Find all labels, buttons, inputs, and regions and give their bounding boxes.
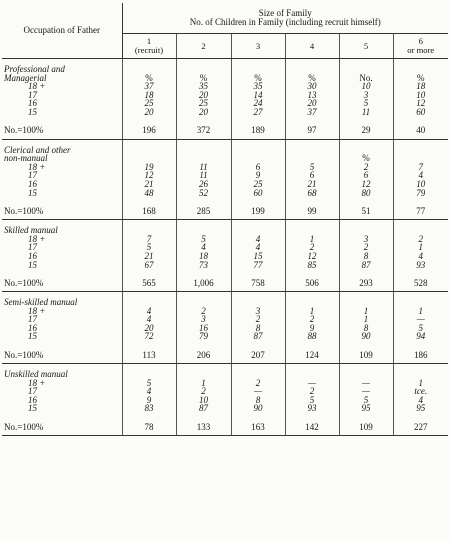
data-cell — [285, 364, 339, 419]
percent-value: 90 — [253, 403, 263, 414]
percent-value: 35 — [253, 81, 263, 92]
data-cell — [176, 292, 231, 347]
percent-value: 16 — [199, 322, 208, 333]
occupation-title: Semi-skilled manual — [4, 297, 78, 308]
percent-value: — — [361, 386, 370, 397]
percent-value: 18 — [199, 250, 208, 261]
age-row-label: 16 — [28, 394, 37, 405]
percent-value: 5 — [309, 394, 315, 405]
percent-value: 7 — [418, 161, 424, 172]
total-label: No.=100% — [2, 275, 122, 292]
percent-value: 4 — [418, 394, 424, 405]
percent-value: 26 — [199, 178, 208, 189]
unit-label: % — [254, 72, 262, 83]
percent-value: 9 — [309, 322, 315, 333]
total-value: 77 — [393, 203, 448, 220]
column-header-line: 3 — [255, 40, 261, 51]
percent-value: 93 — [416, 259, 426, 270]
data-cell — [231, 59, 285, 123]
percent-value: 11 — [199, 170, 208, 181]
percent-value: 21 — [307, 178, 317, 189]
percent-value: 14 — [253, 89, 263, 100]
total-row — [2, 123, 448, 140]
percent-value: 25 — [144, 98, 154, 109]
percent-value: 21 — [144, 178, 154, 189]
age-row-label: 16 — [28, 322, 37, 333]
total-value: 40 — [393, 123, 448, 140]
total-value: 372 — [176, 123, 231, 140]
column-header — [285, 34, 339, 59]
total-value: 293 — [339, 275, 393, 292]
percent-value: 12 — [361, 178, 371, 189]
percent-value: 18 — [144, 89, 154, 100]
percent-value: 12 — [416, 98, 426, 109]
percent-value: 20 — [199, 89, 208, 100]
percent-value: 80 — [361, 187, 371, 198]
percent-value: 48 — [144, 187, 154, 198]
occupation-cell — [2, 292, 122, 347]
percent-value: 1 — [418, 377, 424, 388]
percent-value: 3 — [255, 305, 261, 316]
occupation-title: Unskilled manual — [4, 369, 68, 380]
percent-value: 21 — [144, 250, 154, 261]
percent-value: 4 — [146, 314, 152, 325]
data-cell — [393, 220, 448, 275]
total-value: 142 — [285, 419, 339, 436]
percent-value: — — [361, 377, 370, 388]
column-header-line: 4 — [309, 40, 315, 51]
percent-value: 87 — [199, 403, 208, 414]
total-value: 506 — [285, 275, 339, 292]
age-row-label: 15 — [28, 259, 37, 270]
percent-value: 6 — [255, 161, 261, 172]
percent-value: 15 — [253, 250, 263, 261]
occupation-title: non-manual — [4, 153, 48, 164]
column-header-line: (recruit) — [134, 45, 164, 55]
column-header-line: 5 — [363, 40, 369, 51]
percent-value: 93 — [307, 403, 317, 414]
percent-value: 9 — [255, 170, 261, 181]
percent-value: 68 — [307, 187, 317, 198]
total-value: 109 — [339, 347, 393, 364]
percent-value: 1 — [201, 377, 206, 388]
total-value: 186 — [393, 347, 448, 364]
total-value: 758 — [231, 275, 285, 292]
total-row — [2, 203, 448, 220]
percent-value: 5 — [201, 233, 206, 244]
unit-label: % — [145, 72, 153, 83]
total-row — [2, 275, 448, 292]
percent-value: 2 — [255, 314, 261, 325]
data-cell — [231, 364, 285, 419]
percent-value: 6 — [363, 170, 369, 181]
percent-value: 5 — [418, 322, 424, 333]
total-value: 133 — [176, 419, 231, 436]
percent-value: — — [307, 377, 316, 388]
percent-value: 1 — [309, 233, 315, 244]
age-row-label: 17 — [28, 314, 37, 325]
group-row — [2, 364, 448, 419]
percent-value: 2 — [201, 305, 206, 316]
data-cell — [393, 364, 448, 419]
age-row-label: 18 + — [28, 305, 46, 316]
percent-value: 60 — [416, 106, 426, 117]
data-cell — [176, 59, 231, 123]
data-cell — [285, 139, 339, 203]
data-cell — [393, 59, 448, 123]
unit-label: % — [199, 72, 208, 83]
spacer — [177, 146, 231, 155]
percent-value: 10 — [199, 394, 208, 405]
data-cell — [339, 139, 393, 203]
age-row-label: 15 — [28, 106, 37, 117]
percent-value: 87 — [361, 259, 371, 270]
age-row-label: 18 + — [28, 377, 46, 388]
unit-label: % — [308, 72, 316, 83]
column-header — [393, 34, 448, 59]
percent-value: 67 — [144, 259, 154, 270]
data-cell — [339, 59, 393, 123]
percent-value: 1 — [418, 305, 424, 316]
percent-value: 4 — [418, 170, 424, 181]
data-cell — [176, 364, 231, 419]
percent-value: 1 — [309, 305, 315, 316]
age-row-label: 16 — [28, 98, 37, 109]
total-value: 168 — [122, 203, 176, 220]
total-value: 206 — [176, 347, 231, 364]
percent-value: — — [253, 386, 262, 397]
size-header-title: Size of Family — [258, 8, 312, 19]
percent-value: tce. — [414, 386, 428, 397]
age-row-label: 17 — [28, 386, 37, 397]
percent-value: 85 — [307, 259, 317, 270]
percent-value: 5 — [363, 394, 369, 405]
percent-value: 8 — [255, 322, 261, 333]
data-cell — [339, 364, 393, 419]
total-value: 99 — [285, 203, 339, 220]
percent-value: 2 — [309, 386, 315, 397]
percent-value: 13 — [307, 89, 317, 100]
percent-value: 3 — [363, 233, 369, 244]
percent-value: 60 — [253, 187, 263, 198]
percent-value: 2 — [309, 314, 315, 325]
percent-value: 2 — [418, 233, 424, 244]
percent-value: 2 — [363, 161, 369, 172]
total-value: 124 — [285, 347, 339, 364]
unit-label: % — [362, 153, 370, 164]
percent-value: 77 — [253, 259, 263, 270]
occupation-title: Managerial — [4, 72, 47, 83]
column-header — [122, 34, 176, 59]
group-row — [2, 59, 448, 123]
spacer — [123, 146, 176, 155]
percent-value: 24 — [253, 98, 263, 109]
total-value: 1,006 — [176, 275, 231, 292]
percent-value: 11 — [361, 106, 371, 117]
total-label: No.=100% — [2, 203, 122, 220]
spacer — [232, 146, 285, 155]
data-cell — [285, 220, 339, 275]
total-value: 565 — [122, 275, 176, 292]
percent-value: 37 — [307, 106, 317, 117]
percent-value: 18 — [416, 81, 426, 92]
percent-value: 2 — [255, 377, 261, 388]
percent-value: 8 — [363, 250, 369, 261]
percent-value: 73 — [199, 259, 208, 270]
data-cell — [393, 292, 448, 347]
percent-value: 20 — [144, 322, 154, 333]
percent-value: 5 — [146, 377, 152, 388]
percent-value: 25 — [199, 98, 208, 109]
percent-value: 4 — [146, 305, 152, 316]
percent-value: 79 — [199, 331, 208, 342]
percent-value: 1 — [363, 305, 369, 316]
data-cell — [285, 292, 339, 347]
percent-value: 72 — [144, 331, 154, 342]
age-row-label: 16 — [28, 250, 37, 261]
group-row — [2, 292, 448, 347]
percent-value: 9 — [146, 394, 152, 405]
percent-value: 12 — [144, 170, 154, 181]
percent-value: 90 — [361, 331, 371, 342]
percent-value: 10 — [416, 89, 426, 100]
column-header — [231, 34, 285, 59]
size-header-subtitle: No. of Children in Family (including recruit himself) — [189, 17, 381, 27]
percent-value: 1 — [418, 242, 424, 253]
percent-value: 6 — [309, 170, 315, 181]
occupation-header: Occupation of Father — [2, 3, 122, 59]
group-row — [2, 139, 448, 203]
column-header-line: 1 — [146, 36, 152, 47]
percent-value: 4 — [146, 386, 152, 397]
total-value: 78 — [122, 419, 176, 436]
percent-value: 3 — [363, 89, 369, 100]
percent-value: 4 — [201, 242, 206, 253]
data-cell — [122, 220, 176, 275]
column-header-line: 2 — [201, 40, 206, 51]
column-header — [339, 34, 393, 59]
percent-value: 37 — [144, 81, 154, 92]
percent-value: 4 — [418, 250, 424, 261]
total-value: 97 — [285, 123, 339, 140]
column-header — [176, 34, 231, 59]
percent-value: 5 — [363, 98, 369, 109]
age-row-label: 18 + — [28, 161, 46, 172]
data-cell — [339, 292, 393, 347]
percent-value: — — [416, 314, 425, 325]
age-row-label: 17 — [28, 242, 37, 253]
percent-value: 20 — [307, 98, 317, 109]
total-value: 196 — [122, 123, 176, 140]
age-row-label: 18 + — [28, 233, 46, 244]
total-value: 51 — [339, 203, 393, 220]
occupation-title: Skilled manual — [4, 225, 58, 236]
total-value: 227 — [393, 419, 448, 436]
percent-value: 5 — [309, 161, 315, 172]
data-cell — [122, 364, 176, 419]
total-value: 207 — [231, 347, 285, 364]
total-value: 29 — [339, 123, 393, 140]
unit-label: % — [417, 72, 425, 83]
data-cell — [231, 139, 285, 203]
percent-value: 2 — [201, 386, 206, 397]
total-label: No.=100% — [2, 347, 122, 364]
age-row-label: 15 — [28, 187, 37, 198]
occupation-title: Professional and — [4, 64, 65, 74]
data-cell — [122, 292, 176, 347]
data-cell — [122, 59, 176, 123]
percent-value: 19 — [144, 161, 154, 172]
percent-value: 3 — [201, 314, 206, 325]
age-row-label: 15 — [28, 403, 37, 414]
total-label: No.=100% — [2, 419, 122, 436]
unit-label: No. — [359, 72, 373, 83]
total-value: 189 — [231, 123, 285, 140]
percent-value: 1 — [363, 314, 369, 325]
total-value: 113 — [122, 347, 176, 364]
percent-value: 11 — [199, 161, 208, 172]
percent-value: 79 — [416, 187, 426, 198]
percent-value: 2 — [363, 242, 369, 253]
percent-value: 8 — [255, 394, 261, 405]
data-cell — [176, 139, 231, 203]
data-cell — [285, 59, 339, 123]
data-cell — [176, 220, 231, 275]
occupation-title: Clerical and other — [4, 144, 71, 155]
occupation-cell — [2, 59, 122, 123]
data-cell — [339, 220, 393, 275]
percent-value: 5 — [146, 242, 152, 253]
percent-value: 10 — [416, 178, 426, 189]
data-cell — [122, 139, 176, 203]
percent-value: 83 — [144, 403, 154, 414]
percent-value: 87 — [253, 331, 263, 342]
percent-value: 4 — [255, 242, 261, 253]
age-row-label: 18 + — [28, 81, 46, 92]
percent-value: 10 — [361, 81, 371, 92]
percent-value: 30 — [307, 81, 317, 92]
family-size-table — [2, 3, 448, 436]
occupation-cell — [2, 364, 122, 419]
percent-value: 95 — [361, 403, 371, 414]
data-cell — [231, 220, 285, 275]
spacer — [394, 146, 449, 155]
total-row — [2, 347, 448, 364]
percent-value: 35 — [199, 81, 208, 92]
total-value: 528 — [393, 275, 448, 292]
column-header-line: 6 — [418, 36, 423, 47]
column-header-line: or more — [407, 45, 435, 55]
total-value: 163 — [231, 419, 285, 436]
percent-value: 25 — [253, 178, 263, 189]
percent-value: 8 — [363, 322, 369, 333]
data-cell — [393, 139, 448, 203]
percent-value: 12 — [307, 250, 317, 261]
total-value: 109 — [339, 419, 393, 436]
total-label: No.=100% — [2, 123, 122, 140]
group-row — [2, 220, 448, 275]
percent-value: 20 — [199, 106, 208, 117]
size-header — [122, 3, 448, 34]
total-value: 199 — [231, 203, 285, 220]
percent-value: 7 — [146, 233, 152, 244]
data-cell — [231, 292, 285, 347]
percent-value: 4 — [255, 233, 261, 244]
age-row-label: 15 — [28, 331, 37, 342]
percent-value: 94 — [416, 331, 426, 342]
percent-value: 52 — [199, 187, 208, 198]
percent-value: 95 — [416, 403, 426, 414]
age-row-label: 17 — [28, 89, 37, 100]
age-row-label: 17 — [28, 170, 37, 181]
total-row — [2, 419, 448, 436]
total-value: 285 — [176, 203, 231, 220]
age-row-label: 16 — [28, 178, 37, 189]
percent-value: 2 — [309, 242, 315, 253]
occupation-cell — [2, 139, 122, 203]
percent-value: 20 — [144, 106, 154, 117]
percent-value: 27 — [253, 106, 263, 117]
spacer — [286, 146, 339, 155]
occupation-cell — [2, 220, 122, 275]
percent-value: 88 — [307, 331, 317, 342]
